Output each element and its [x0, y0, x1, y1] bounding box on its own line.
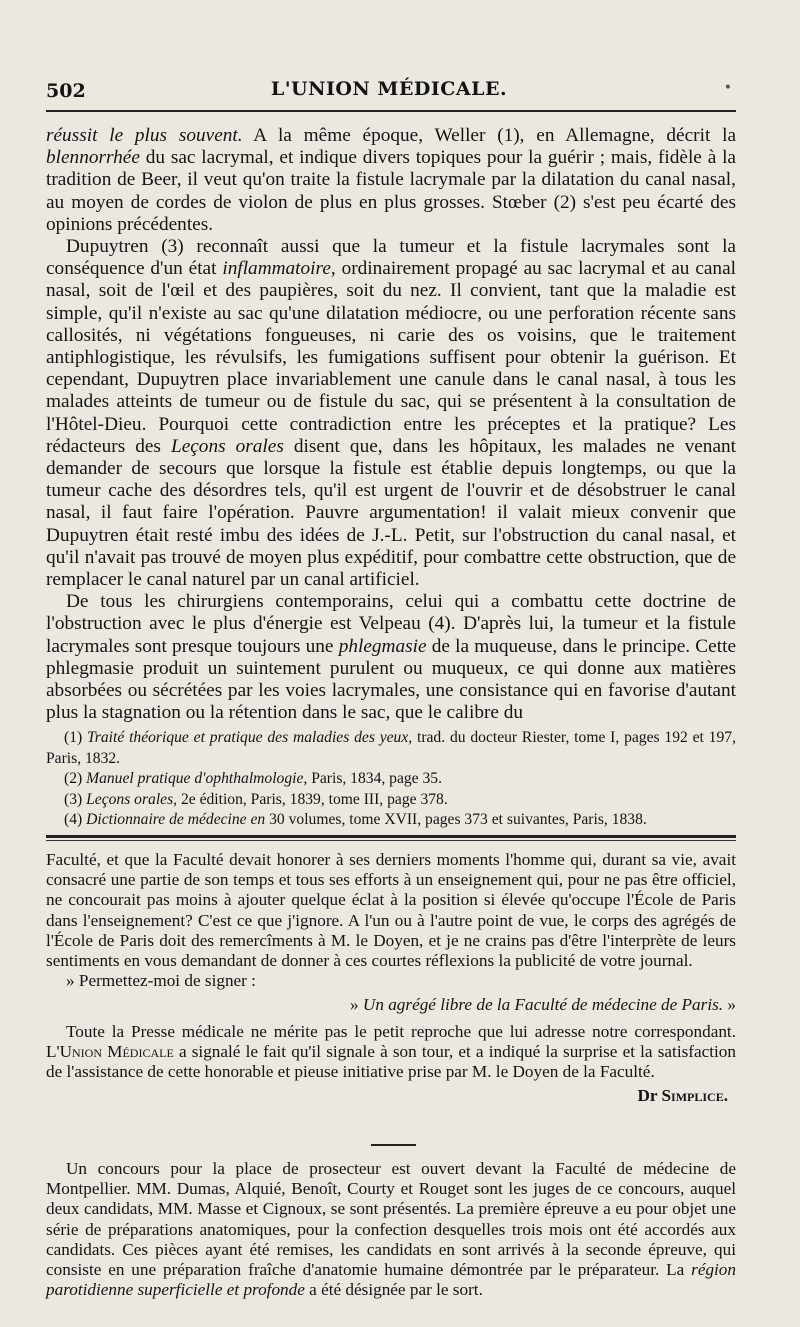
page-number: 502 — [46, 80, 86, 102]
footnotes — [46, 728, 736, 831]
footnote-1: (1) Traité théorique et pratique des maladies des yeux, trad. du docteur Riester, tome I, pages 192 et 197, Paris, 1832. — [46, 729, 736, 767]
editor-note: Toute la Presse médicale ne mérite pas le petit reproche que lui adresse notre correspondant. L'Union Médicale a signalé le fait qu'il signale à son tour, et a indiqué la surprise et la satisfaction de l'assistance de cette honorable et pieuse initiative prise par M. le Doyen de la Faculté. — [46, 1021, 736, 1082]
short-divider — [371, 1144, 416, 1146]
letter-signature-line: » Un agrégé libre de la Faculté de médecine de Paris. » — [350, 995, 736, 1015]
header-rule — [46, 110, 736, 112]
paragraph-3: De tous les chirurgiens contemporains, celui qui a combattu cette doctrine de l'obstruction avec le plus d'énergie est Velpeau (4). D'après lui, la tumeur et la fistule lacrymales sont presque toujours une phlegmasie de la muqueuse, dans le principe. Cette phlegmasie produit un suintement purulent ou muqueux, ce qui donne aux matières absorbées ou sécrétées par les voies lacrymales, une consistance qui en favorise d'autant plus la stagnation ou la rétention dans le sac, que le calibre du — [46, 591, 737, 724]
main-article — [46, 125, 736, 724]
footnote-4: (4) Dictionnaire de médecine en 30 volumes, tome XVII, pages 373 et suivantes, Paris, 1838. — [64, 811, 647, 828]
journal-title: L'UNION MÉDICALE. — [270, 78, 508, 100]
footnote-3: (3) Leçons orales, 2e édition, Paris, 1839, tome III, page 378. — [64, 790, 448, 808]
concours-paragraph: Un concours pour la place de prosecteur est ouvert devant la Faculté de médecine de Montpellier. MM. Dumas, Alquié, Benoît, Courty et Rouget sont les juges de ce concours, auquel deux candidats, MM. Masse et Cignoux, se sont présentés. La première épreuve a eu pour objet une série de préparations anatomiques, pour la confection desquelles trois mois ont été accordés aux candidats. Ces pièces ayant été remises, les candidats en sont arrivés à la seconde épreuve, qui consiste en une préparation fraîche d'anatomie humaine démontrée par le préparateur. La région parotidienne superficielle et profonde a été désignée par le sort. — [46, 1159, 736, 1300]
concours-notice — [46, 1159, 736, 1300]
editor-signature: Dr Simplice. — [637, 1086, 728, 1106]
section-divider-bottom — [46, 840, 736, 841]
section-divider-top — [46, 835, 736, 838]
letter-closing: » Permettez-moi de signer : — [66, 971, 256, 991]
paragraph-1: réussit le plus souvent. A la même époque, Weller (1), en Allemagne, décrit la blennorrhée du sac lacrymal, et indique divers topiques pour la guérir ; mais, fidèle à la tradition de Beer, il veut qu'on traite la fistule lacrymale par la dilatation du canal nasal, au moyen de cordes de violon de plus en plus grosses. Stœber (2) s'est peu écarté des opinions précédentes. — [46, 125, 736, 235]
footnote-2: (2) Manuel pratique d'ophthalmologie, Paris, 1834, page 35. — [64, 770, 442, 787]
header-dot: • — [723, 80, 732, 96]
running-header — [46, 76, 732, 106]
paragraph-2: Dupuytren (3) reconnaît aussi que la tumeur et la fistule lacrymales sont la conséquence d'un état inflammatoire, ordinairement propagé au sac lacrymal et au canal nasal, soit de l'œil et des paupières, soit du nez. Il convient, tant que la maladie est simple, qu'il n'existe au sac qu'une dilatation médiocre, ou une perforation récente sans callosités, ni végétations fongueuses, ni carie des os voisins, que le traitement antiphlogistique, les révulsifs, les fumigations suffisent pour obtenir la guérison. Et cependant, Dupuytren place invariablement une canule dans le canal nasal, à tous les malades atteints de tumeur ou de fistule du sac, qui se présentent à la consultation de l'Hôtel-Dieu. Pourquoi cette contradiction entre les préceptes et la pratique? Les rédacteurs des Leçons orales disent que, dans les hôpitaux, les malades ne venant demander de secours que lorsque la fistule est établie depuis longtemps, ou que la tumeur cache des désordres tels, qu'il est urgent de l'ouvrir et de désobstruer le canal nasal, il faut faire l'opération. Pauvre argumentation! il valait mieux convenir que Dupuytren était resté imbu des idées de J.-L. Petit, sur l'obstruction du canal nasal, et qu'il n'avait pas trouvé de moyen plus expéditif, pour combattre cette obstruction, que de remplacer le canal naturel par un canal artificiel. — [46, 236, 736, 591]
letter-section — [46, 850, 736, 1106]
letter-paragraph: Faculté, et que la Faculté devait honorer à ses derniers moments l'homme qui, durant sa vie, avait consacré une partie de son temps et tous ses efforts à un enseignement qui, pour ne pas être officiel, ne concourait pas moins à ajouter quelque éclat à la position si élevée qu'occupe l'École de Paris dans l'enseignement? C'est ce que j'ignore. A l'un ou à l'autre point de vue, le corps des agrégés de l'École de Paris doit des remercîments à M. le Doyen, et je ne crains pas d'être l'interprète de leurs sentiments en vous demandant de donner à ces courtes réflexions la publicité de votre journal. — [46, 850, 736, 971]
